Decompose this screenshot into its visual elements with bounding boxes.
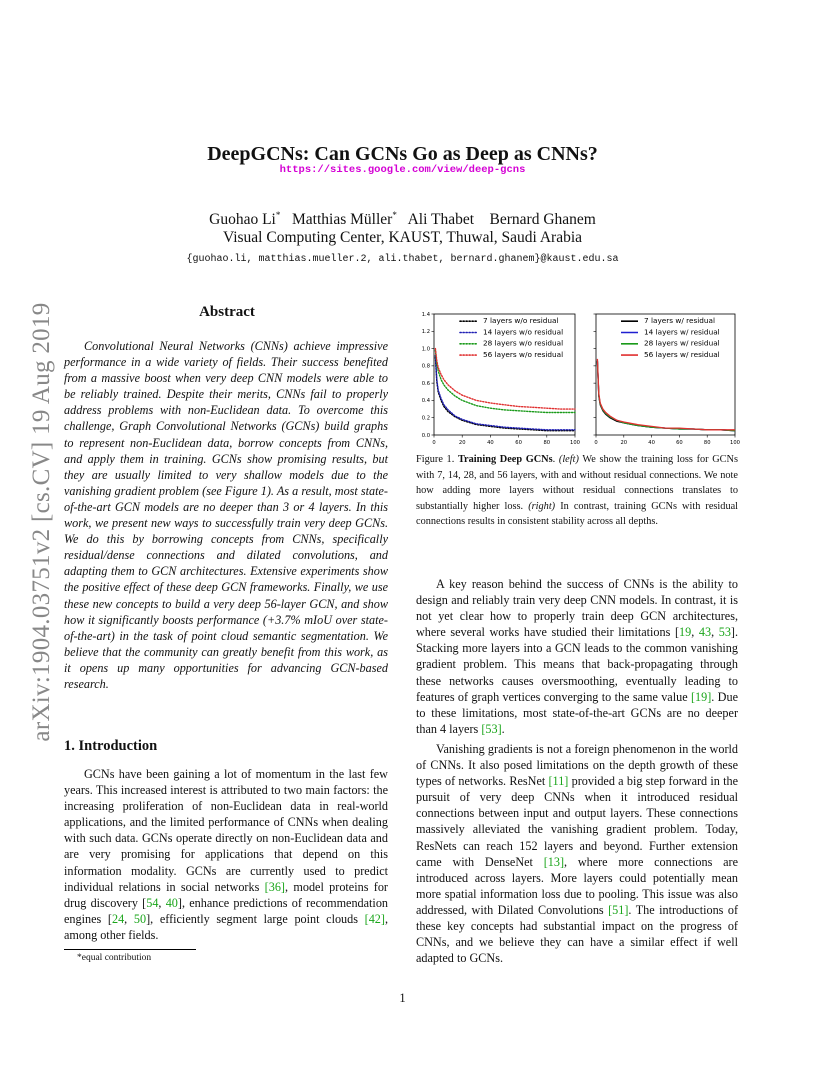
intro-heading: 1. Introduction: [64, 738, 158, 754]
y-tick-label: 0.4: [421, 398, 430, 405]
y-tick-label: 0.2: [421, 415, 430, 422]
x-tick-label: 20: [620, 440, 628, 446]
legend-label: 56 layers w/ residual: [644, 349, 720, 359]
project-url[interactable]: https://sites.google.com/view/deep-gcns: [279, 164, 526, 176]
legend-label: 56 layers w/o residual: [483, 349, 564, 359]
affiliation: Visual Computing Center, KAUST, Thuwal, Saudi Arabia: [222, 229, 583, 246]
citation-link[interactable]: 50: [133, 911, 147, 926]
y-tick-label: 0.8: [421, 363, 430, 370]
col2-paragraph-2: Vanishing gradients is not a foreign phenomenon in the world of CNNs. It also posed limitations on the depth growth of these types of networks. ResNet [11] provided a big step forward in the pursuit of very deep CNNs when it introduced residual connections between input and output layers. These connections massively alleviated the vanishing gradient problem. Today, ResNets can reach 152 layers and beyond. Further extension came with DenseNet [13], where more connections are introduced across layers. More layers could potentially mean more spatial information loss due to pooling. This issue was also addressed, with Dilated Convolutions [51]. The introductions of these key concepts had substantial impact on the progress of CNNs, and we believe they can have a similar effect if well adapted to GCNs.: [416, 742, 739, 966]
y-tick-label: 0.6: [421, 380, 430, 387]
equal-contrib-mark: *: [275, 210, 281, 220]
x-tick-label: 20: [458, 440, 466, 446]
legend-label: 14 layers w/ residual: [644, 327, 720, 337]
citation-link[interactable]: [42]: [364, 911, 385, 926]
footnote-rule: [64, 949, 196, 950]
legend-label: 7 layers w/ residual: [644, 316, 716, 325]
citation-link[interactable]: [13]: [543, 854, 565, 869]
x-tick-label: 100: [570, 440, 580, 446]
citation-link[interactable]: [19]: [690, 689, 712, 704]
figure-1-charts: [418, 308, 742, 448]
legend-label: 14 layers w/o residual: [483, 327, 564, 337]
x-tick-label: 80: [543, 440, 551, 446]
citation-link[interactable]: [11]: [548, 774, 569, 789]
x-tick-label: 60: [676, 440, 683, 446]
abstract-heading: Abstract: [199, 304, 255, 320]
chart-left-panel: [422, 312, 580, 446]
abstract-text: Convolutional Neural Networks (CNNs) achieve impressive performance in a wide variety of fields. Their success benefited from a massive boost when very deep CNN models were able to be reliably trained. Despite their merits, CNNs fail to properly address problems with non-Euclidean data. To overcome this challenge, Graph Convolutional Networks (GCNs) build graphs to represent non-Euclidean data, borrow concepts from CNNs, and apply them in training. GCNs show promising results, but they are usually limited to very shallow models due to the vanishing gradient problem (see Figure 1). As a result, most state-of-the-art GCN models are no deeper than 3 or 4 layers. In this work, we present new ways to successfully train very deep GCNs. We do this by borrowing concepts from CNNs, specifically residual/dense connections and dilated convolutions, and adapting them to GCN architectures. Extensive experiments show the positive effect of these deep GCN frameworks. Finally, we use these new concepts to build a very deep 56-layer GCN, and show how it significantly boosts performance (+3.7% mIoU over state-of-the-art) in the task of point cloud semantic segmentation. We believe that the community can greatly benefit from this work, as it opens up many opportunities for advancing GCN-based research.: [64, 339, 388, 691]
y-tick-label: 1.4: [421, 311, 430, 318]
citation-link[interactable]: [51]: [608, 902, 629, 917]
author: Bernard Ghanem: [489, 211, 596, 229]
author: Guohao Li: [209, 211, 276, 229]
citation-link[interactable]: 24: [111, 911, 125, 926]
legend-label: 28 layers w/ residual: [644, 338, 720, 348]
legend-label: 7 layers w/o residual: [483, 316, 559, 325]
figure-1-caption: Figure 1. Training Deep GCNs. (left) We show the training loss for GCNs with 7, 14, 28, and 56 layers, with and without residual connections. We note how adding more layers without residual connections translates to substantially higher loss. (right) In contrast, training GCNs with residual connections results in consistent stability across all depths.: [416, 454, 739, 528]
citation-link[interactable]: 53: [718, 625, 731, 640]
chart-right-panel: [594, 314, 740, 446]
x-tick-label: 40: [648, 440, 655, 446]
y-tick-label: 1.0: [421, 346, 430, 353]
citation-link[interactable]: 40: [165, 895, 178, 910]
citation-link[interactable]: 54: [146, 895, 159, 910]
citation-link[interactable]: [53]: [481, 721, 502, 736]
x-tick-label: 0: [594, 440, 598, 446]
equal-contrib-mark: *: [392, 210, 397, 220]
x-tick-label: 60: [515, 440, 522, 446]
author-emails: {guohao.li, matthias.mueller.2, ali.thabet, bernard.ghanem}@kaust.edu.sa: [186, 254, 619, 265]
arxiv-stamp: arXiv:1904.03751v2 [cs.CV] 19 Aug 2019: [28, 302, 55, 742]
footnote: *equal contribution: [77, 953, 152, 963]
paper-title: DeepGCNs: Can GCNs Go as Deep as CNNs?: [207, 143, 598, 165]
citation-link[interactable]: 19: [679, 625, 692, 640]
x-tick-label: 0: [432, 440, 436, 446]
intro-paragraph-1: GCNs have been gaining a lot of momentum in the last few years. This increased interest is attributed to two main factors: the increasing proliferation of non-Euclidean data in real-world applications, and the limited performance of CNNs when dealing with such data. GCNs operate directly on non-Euclidean data and are very promising for applications that depend on this information modality. GCNs are currently used to predict individual relations in social networks [36], model proteins for drug discovery [54, 40], enhance predictions of recommendation engines [24, 50], efficiently segment large point clouds [42], among other fields.: [64, 767, 389, 942]
x-tick-label: 100: [730, 440, 740, 446]
col2-paragraph-1: A key reason behind the success of CNNs is the ability to design and reliably train very deep CNN models. In contrast, it is not yet clear how to properly train deep GCN architectures, where several works have studied their limitations [19, 43, 53]. Stacking more layers into a GCN leads to the common vanishing gradient problem. This means that back-propagating through these networks causes oversmoothing, eventually leading to features of graph vertices converging to the same value [19]. Due to these limitations, most state-of-the-art GCNs are no deeper than 4 layers [53].: [416, 577, 739, 736]
x-tick-label: 40: [487, 440, 494, 446]
author: Matthias Müller: [292, 211, 393, 229]
y-tick-label: 0.0: [421, 432, 430, 439]
citation-link[interactable]: 43: [698, 625, 712, 640]
legend-label: 28 layers w/o residual: [483, 338, 564, 348]
y-tick-label: 1.2: [421, 329, 430, 336]
author: Ali Thabet: [407, 211, 475, 229]
citation-link[interactable]: [36]: [264, 879, 285, 894]
x-tick-label: 80: [703, 440, 711, 446]
author-list: [0, 210, 805, 229]
page-number: 1: [399, 991, 406, 1005]
